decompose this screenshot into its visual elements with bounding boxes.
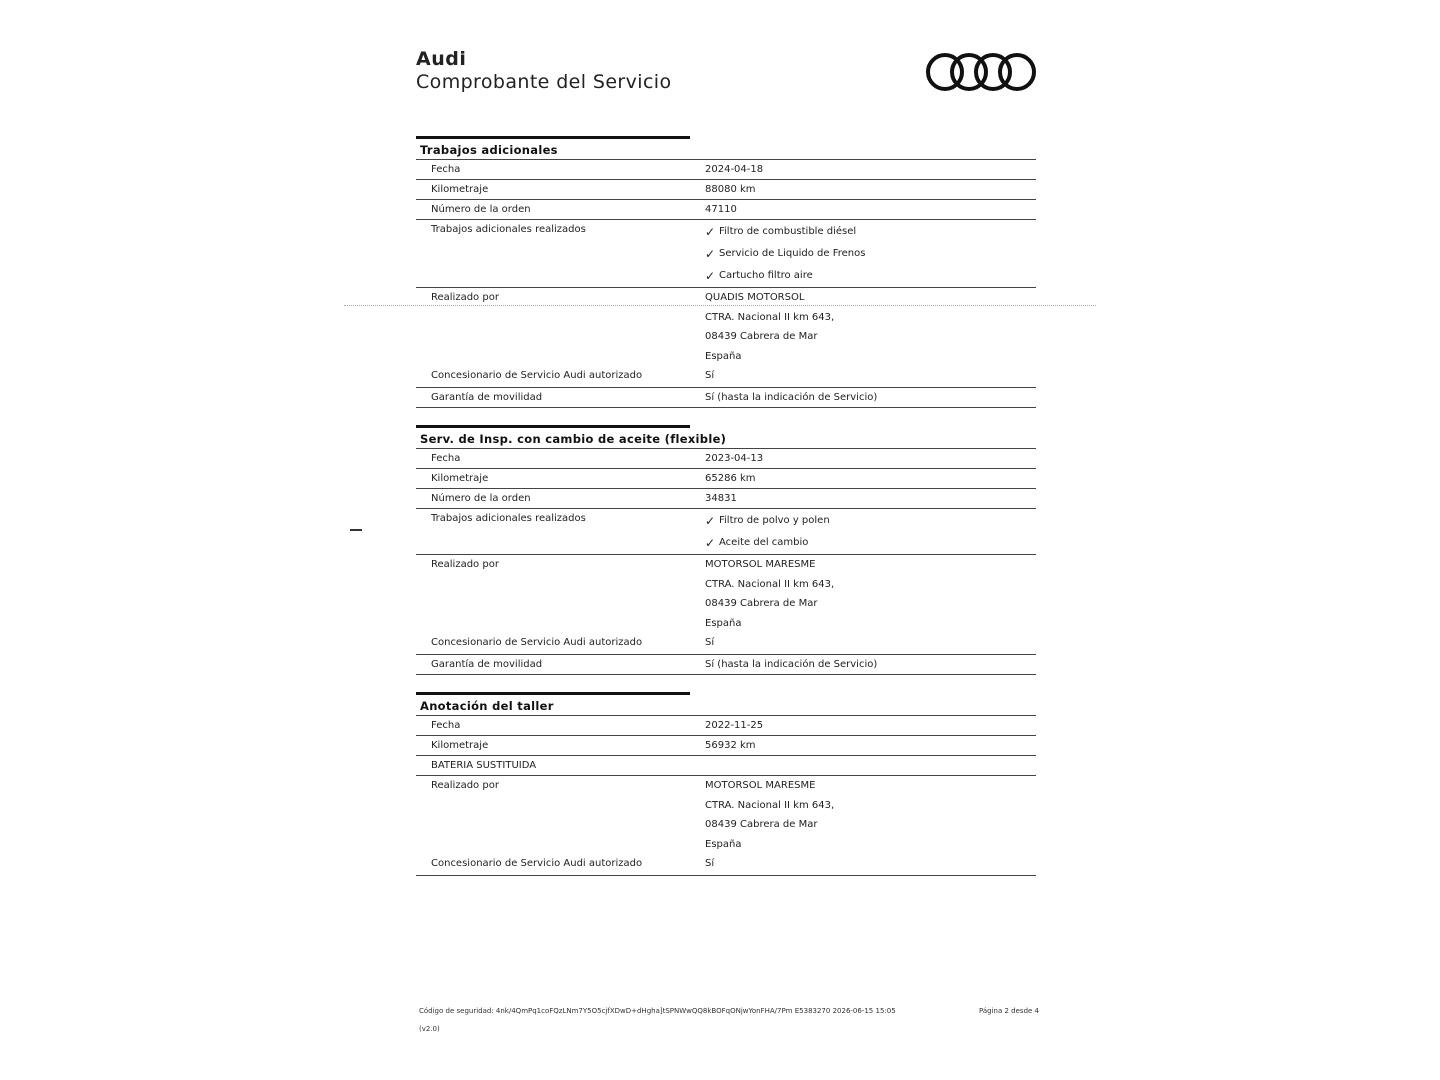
section-title: Serv. de Insp. con cambio de aceite (flexible) xyxy=(420,432,727,446)
row-trabajos xyxy=(416,219,1036,287)
checkmark-icon: ✓ xyxy=(705,514,716,528)
value: 65286 km xyxy=(705,473,756,484)
section-title: Anotación del taller xyxy=(420,699,554,713)
row-garantia xyxy=(416,654,1036,675)
label: Trabajos adicionales realizados xyxy=(431,224,586,235)
row-realizado-por xyxy=(416,287,1036,387)
label: Kilometraje xyxy=(431,740,489,751)
value: 2023-04-13 xyxy=(705,453,764,464)
checkmark-icon: ✓ xyxy=(705,247,716,261)
row-fecha xyxy=(416,715,1036,735)
row-numero-orden xyxy=(416,199,1036,219)
row-kilometraje xyxy=(416,735,1036,755)
value: 56932 km xyxy=(705,740,756,751)
value: Sí (hasta la indicación de Servicio) xyxy=(705,658,878,670)
workshop-address: MOTORSOL MARESME CTRA. Nacional II km 643, 08439 Cabrera de Mar España Sí xyxy=(705,559,835,648)
row-fecha xyxy=(416,448,1036,468)
page-number: Página 2 desde 4 xyxy=(978,1007,1039,1015)
value: Sí (hasta la indicación de Servicio) xyxy=(705,391,878,403)
label: Número de la orden xyxy=(431,204,531,215)
label: Kilometraje xyxy=(431,184,489,195)
brand-name: Audi xyxy=(416,48,467,70)
label: Realizado por Concesionario de Servicio Audi autorizado xyxy=(431,780,643,869)
document-title: Comprobante del Servicio xyxy=(416,71,672,93)
document-footer xyxy=(419,1007,1039,1033)
section-trabajos-adicionales xyxy=(416,136,1036,408)
work-item: ✓ Filtro de polvo y polen xyxy=(705,514,830,528)
value: 2024-04-18 xyxy=(705,164,764,175)
value: 47110 xyxy=(705,204,737,215)
label: Trabajos adicionales realizados xyxy=(431,513,586,524)
row-realizado-por xyxy=(416,775,1036,876)
section-anotacion-taller xyxy=(416,692,1036,876)
work-item: ✓ Filtro de combustible diésel xyxy=(705,225,857,239)
work-list xyxy=(689,220,1036,287)
label: Kilometraje xyxy=(431,473,489,484)
row-kilometraje xyxy=(416,179,1036,199)
label: Fecha xyxy=(431,720,461,731)
work-item: ✓ Aceite del cambio xyxy=(705,536,809,550)
row-fecha xyxy=(416,159,1036,179)
value: 2022-11-25 xyxy=(705,720,764,731)
document-header xyxy=(416,48,672,93)
row-nota xyxy=(416,755,1036,775)
label: Fecha xyxy=(431,164,461,175)
label: Garantía de movilidad xyxy=(431,391,543,403)
workshop-address: QUADIS MOTORSOL CTRA. Nacional II km 643, 08439 Cabrera de Mar España Sí xyxy=(705,292,835,381)
row-trabajos xyxy=(416,508,1036,554)
row-numero-orden xyxy=(416,488,1036,508)
work-item: ✓ Cartucho filtro aire xyxy=(705,269,813,283)
checkmark-icon: ✓ xyxy=(705,536,716,550)
row-realizado-por xyxy=(416,554,1036,654)
workshop-address: MOTORSOL MARESME CTRA. Nacional II km 643, 08439 Cabrera de Mar España Sí xyxy=(705,780,835,869)
checkmark-icon: ✓ xyxy=(705,269,716,283)
version-label: (v2.0) xyxy=(419,1025,440,1033)
audi-rings-logo xyxy=(924,50,1038,94)
work-item: ✓ Servicio de Liquido de Frenos xyxy=(705,247,866,261)
label: Número de la orden xyxy=(431,493,531,504)
label: Realizado por Concesionario de Servicio Audi autorizado xyxy=(431,559,643,648)
label: Realizado por Concesionario de Servicio Audi autorizado xyxy=(431,292,643,381)
scan-artifact-mark xyxy=(350,529,362,531)
work-list xyxy=(689,509,1036,554)
label: Fecha xyxy=(431,453,461,464)
section-title: Trabajos adicionales xyxy=(420,143,558,157)
row-kilometraje xyxy=(416,468,1036,488)
value: 88080 km xyxy=(705,184,756,195)
section-inspeccion xyxy=(416,425,1036,675)
workshop-note: BATERIA SUSTITUIDA xyxy=(431,760,537,771)
checkmark-icon: ✓ xyxy=(705,225,716,239)
value: 34831 xyxy=(705,493,737,504)
row-garantia xyxy=(416,387,1036,408)
label: Garantía de movilidad xyxy=(431,658,543,670)
security-info: Código de seguridad: 4nk/4QmPq1coFQzLNm7Y5O5cjfXDwD+dHgha]tSPNWwQQ8kBOFqONjwYonFHA/7Pm E5383270 2026-06-15 15:05 xyxy=(419,1007,896,1015)
